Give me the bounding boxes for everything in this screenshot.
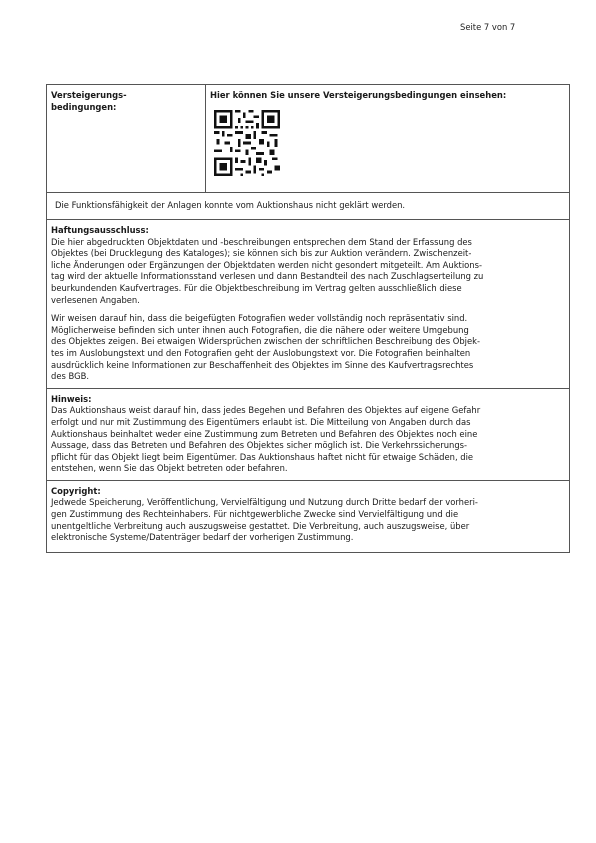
- auction-terms-content-cell: [206, 85, 569, 192]
- liability-row: [47, 220, 569, 389]
- copyright-text: Jedwede Speicherung, Veröffentlichung, Vervielfältigung und Nutzung durch Dritte bedarf der vorheri- gen Zustimmung des Rechteinhabers. Für nichtgewerbliche Zwecke sind Vervielfältigung und die unentgeltliche Verbreitung auch auszugsweise gestattet. Die Verbreitung, auch auszugsweise, über elektronische Systeme/Datenträger bedarf der vorherigen Zustimmung.: [51, 497, 478, 543]
- functionality-note-row: [47, 193, 569, 220]
- page-number: Seite 7 von 7: [460, 22, 516, 32]
- notice-row: [47, 389, 569, 481]
- copyright-row: [47, 481, 569, 552]
- auction-terms-row: [47, 85, 569, 193]
- liability-paragraph: Die hier abgedruckten Objektdaten und -beschreibungen entsprechen dem Stand der Erfassung des Objektes (bei Drucklegung des Kataloges); sie können sich bis zur Auktion verändern. Zwischenzeit- liche Änderungen oder Ergänzungen der Objektdaten werden nicht gesondert mitgeteilt. Am Auktions- tag wird der aktuelle Informationsstand verlesen und dann Bestandteil des nach Zuschlagserteilung zu beurkundenden Kaufvertrages. Für die Objektbeschreibung im Vertrag gelten ausschließlich diese verlesenen Angaben.: [51, 236, 484, 305]
- qr-code-icon[interactable]: [214, 110, 280, 176]
- notice-text: Das Auktionshaus weist darauf hin, dass jedes Begehen und Befahren des Objektes auf eigene Gefahr erfolgt und nur mit Zustimmung des Eigentümers erlaubt ist. Die Mitteilung von Angaben durch das Auktionshaus beinhaltet weder eine Zustimmung zum Betreten und Befahren des Objektes noch eine Aussage, dass das Betreten und Befahren des Objektes sicher möglich ist. Die Verkehrssicherungs- pflicht für das Objekt liegt beim Eigentümer. Das Auktionshaus haftet nicht für etwaige Schäden, die entstehen, wenn Sie das Objekt betreten oder befahren.: [51, 405, 481, 474]
- liability-heading: Haftungsausschluss:: [51, 225, 149, 235]
- functionality-note: Die Funktionsfähigkeit der Anlagen konnte vom Auktionshaus nicht geklärt werden.: [55, 200, 406, 210]
- auction-terms-label-cell: [47, 85, 206, 192]
- notice-heading: Hinweis:: [51, 393, 92, 404]
- auction-terms-label: Versteigerungs- bedingungen:: [51, 90, 127, 112]
- liability-paragraph: Wir weisen darauf hin, dass die beigefügten Fotografien weder vollständig noch repräsentativ sind. Möglicherweise befinden sich unter ihnen auch Fotografien, die die nähere oder weitere Umgebung des Objektes zeigen. Bei etwaigen Widersprüchen zwischen der schriftlichen Beschreibung des Objek- tes im Auslobungstext und den Fotografien geht der Auslobungstext vor. Die Fotografien beinhalten ausdrücklich keine Informationen zur Beschaffenheit des Objektes im Sinne des Kaufvertragsrechtes des BGB.: [51, 313, 480, 382]
- copyright-heading: Copyright:: [51, 485, 101, 496]
- terms-table: [46, 84, 570, 553]
- auction-terms-text: Hier können Sie unsere Versteigerungsbedingungen einsehen:: [210, 90, 507, 100]
